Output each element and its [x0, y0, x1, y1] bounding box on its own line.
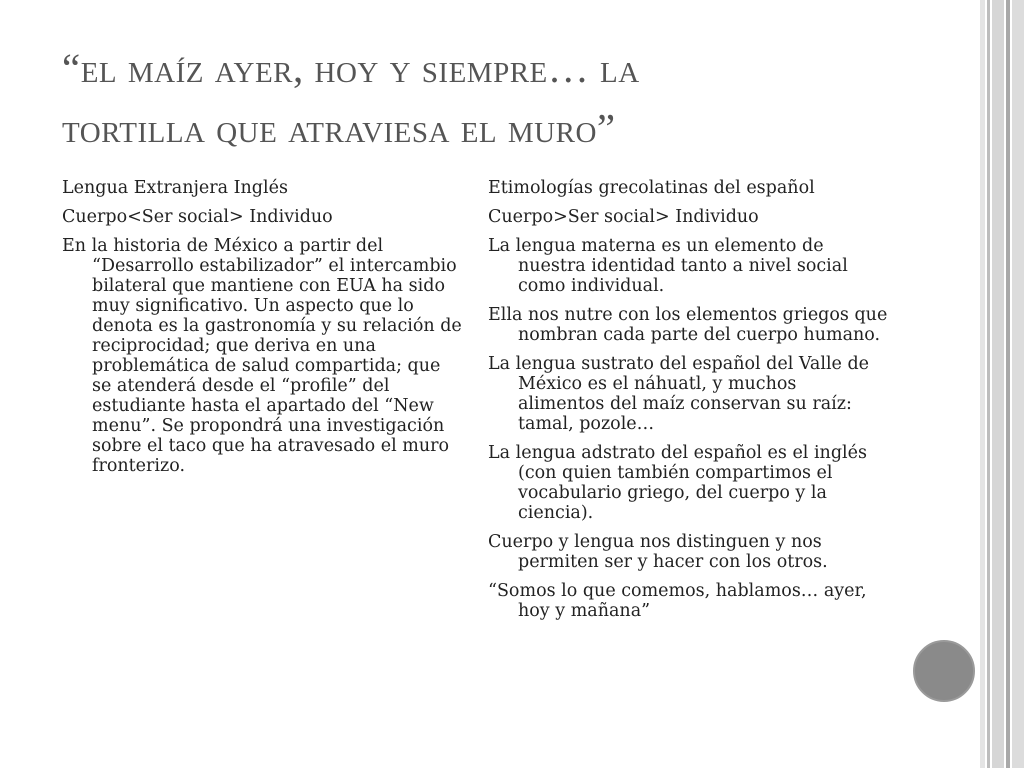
right-paragraph: La lengua sustrato del español del Valle de México es el náhuatl, y muchos alimentos del maíz conservan su raíz: tamal, pozole… [488, 354, 870, 434]
right-paragraph: Etimologías grecolatinas del español [488, 178, 815, 198]
right-column [488, 178, 888, 630]
decorative-bar [992, 0, 1004, 768]
right-paragraph: Cuerpo>Ser social> Individuo [488, 207, 759, 227]
slide-title [62, 38, 942, 158]
slide-title-line-1: “el maíz ayer, hoy y siempre… la [62, 45, 640, 91]
right-paragraph: La lengua adstrato del español es el inglés (con quien también compartimos el vocabulario griego, del cuerpo y la ciencia). [488, 443, 867, 523]
right-paragraph: “Somos lo que comemos, hablamos… ayer, hoy y mañana” [488, 581, 867, 621]
decorative-bar [1012, 0, 1024, 768]
left-paragraph: En la historia de México a partir del “Desarrollo estabilizador” el intercambio bilateral que mantiene con EUA ha sido muy significativo. Un aspecto que lo denota es la gastronomía y su relación de reciprocidad; que deriva en una problemática de salud compartida; que se atenderá desde el “profile” del estudiante hasta el apartado del “New menu”. Se propondrá una investigación sobre el taco que ha atravesado el muro fronterizo. [62, 236, 462, 476]
decorative-circle [913, 640, 975, 702]
left-column [62, 178, 462, 485]
decorative-bar [1006, 0, 1010, 768]
left-paragraph: Cuerpo<Ser social> Individuo [62, 207, 333, 227]
right-paragraph: Cuerpo y lengua nos distinguen y nos permiten ser y hacer con los otros. [488, 532, 828, 572]
decorative-bar [987, 0, 990, 768]
right-paragraph: Ella nos nutre con los elementos griegos que nombran cada parte del cuerpo humano. [488, 305, 888, 345]
slide-title-line-2: tortilla que atraviesa el muro” [62, 105, 616, 151]
left-paragraph: Lengua Extranjera Inglés [62, 178, 288, 198]
right-paragraph: La lengua materna es un elemento de nuestra identidad tanto a nivel social como individual. [488, 236, 848, 296]
decorative-bar [980, 0, 985, 768]
